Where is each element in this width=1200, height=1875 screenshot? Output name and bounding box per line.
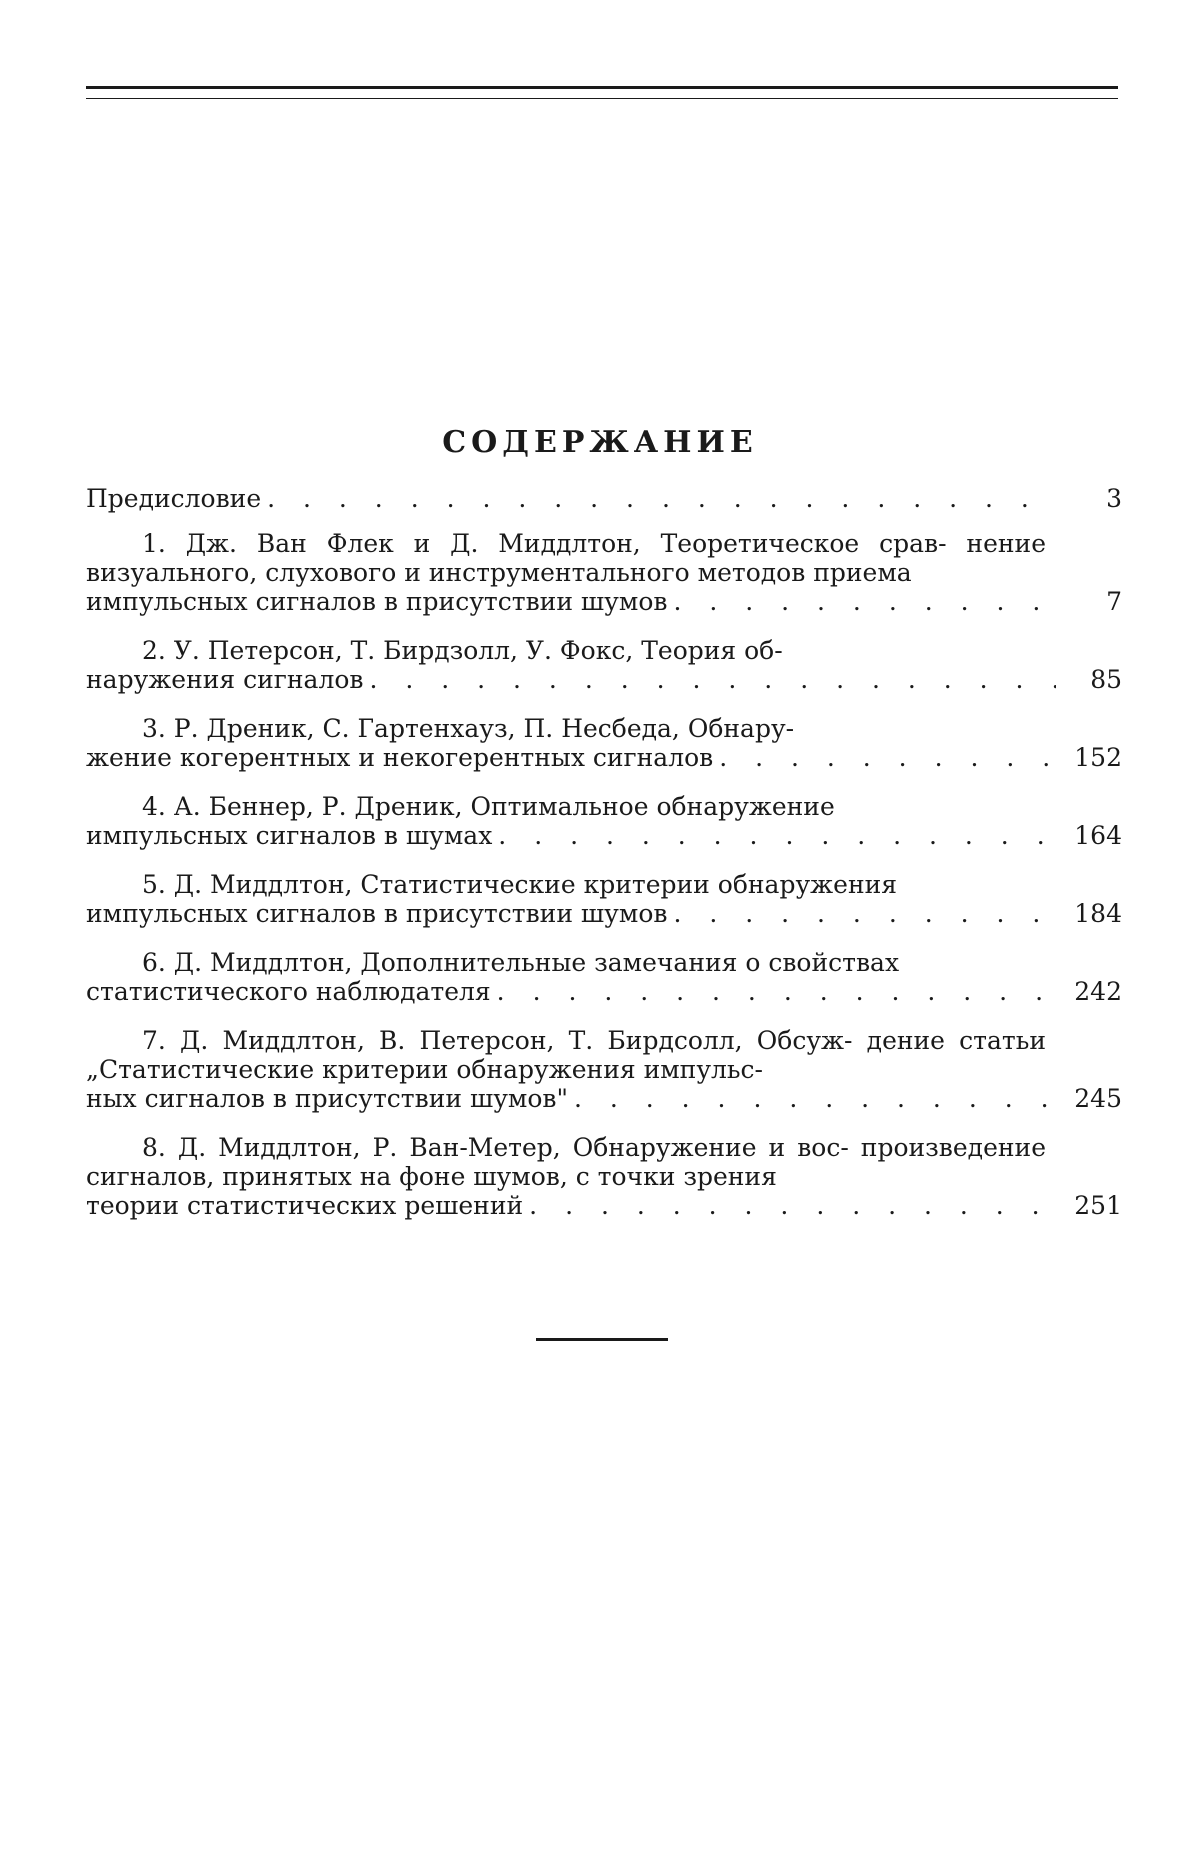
toc-entry-title: импульсных сигналов в присутствии шумов — [86, 587, 668, 616]
toc-entry-last-line — [86, 1191, 1122, 1220]
toc-page-number: 242 — [1074, 977, 1122, 1006]
toc-entry-text — [86, 1026, 1122, 1084]
toc-page-number: 7 — [1106, 587, 1122, 616]
toc-entry-line: 2. У. Петерсон, Т. Бирдзолл, У. Фокс, Теория об- — [142, 636, 783, 665]
toc-entry-text — [86, 948, 1122, 977]
toc-entry-title: Предисловие — [86, 484, 262, 513]
toc-entry-last-line — [86, 484, 1122, 513]
toc-entry — [86, 870, 1122, 928]
toc-entry-title: наружения сигналов — [86, 665, 364, 694]
dot-leader — [369, 665, 1056, 694]
toc-entry-title: жение когерентных и некогерентных сигналов — [86, 743, 714, 772]
toc-entry-last-line — [86, 743, 1122, 772]
top-rule-thick — [86, 86, 1118, 89]
toc-entry-title: импульсных сигналов в присутствии шумов — [86, 899, 668, 928]
toc-entry-line: нение визуального, слухового и инструментального методов приема — [86, 529, 1046, 587]
toc-entry — [86, 636, 1122, 694]
toc-entry-line: 7. Д. Миддлтон, В. Петерсон, Т. Бирдсолл, Обсуж- — [142, 1026, 853, 1055]
toc-entry-last-line — [86, 821, 1122, 850]
toc-entry-text — [86, 714, 1122, 743]
toc-entry-line: произведение сигналов, принятых на фоне шумов, с точки зрения — [86, 1133, 1046, 1191]
toc-entry-text — [86, 870, 1122, 899]
toc-entry — [86, 529, 1122, 616]
toc-entry-last-line — [86, 665, 1122, 694]
toc-entry-title: импульсных сигналов в шумах — [86, 821, 493, 850]
toc-entry-last-line — [86, 1084, 1122, 1113]
toc-entry-title: статистического наблюдателя — [86, 977, 491, 1006]
dot-leader — [267, 484, 1056, 513]
toc-entry — [86, 1026, 1122, 1113]
dot-leader — [529, 1191, 1056, 1220]
toc-entry-last-line — [86, 899, 1122, 928]
toc-page-number: 3 — [1106, 484, 1122, 513]
toc-entry — [86, 484, 1122, 513]
dot-leader — [574, 1084, 1056, 1113]
toc-entry-text — [86, 529, 1122, 587]
table-of-contents — [86, 484, 1122, 1240]
toc-entry-line: дение статьи „Статистические критерии обнаружения импульс- — [86, 1026, 1046, 1084]
toc-entry-last-line — [86, 977, 1122, 1006]
toc-page-number: 245 — [1074, 1084, 1122, 1113]
dot-leader — [673, 587, 1056, 616]
dot-leader — [719, 743, 1056, 772]
toc-page-number: 164 — [1074, 821, 1122, 850]
toc-entry-title: ных сигналов в присутствии шумов" — [86, 1084, 568, 1113]
toc-page-number: 184 — [1074, 899, 1122, 928]
toc-entry-line: 6. Д. Миддлтон, Дополнительные замечания о свойствах — [142, 948, 900, 977]
dot-leader — [673, 899, 1056, 928]
toc-entry-title: теории статистических решений — [86, 1191, 524, 1220]
toc-page-number: 85 — [1090, 665, 1122, 694]
toc-entry-line: 3. Р. Дреник, С. Гартенхауз, П. Несбеда, Обнару- — [142, 714, 795, 743]
toc-entry — [86, 948, 1122, 1006]
toc-entry-line: 4. А. Беннер, Р. Дреник, Оптимальное обнаружение — [142, 792, 835, 821]
bottom-rule — [536, 1338, 668, 1341]
dot-leader — [497, 977, 1056, 1006]
toc-entry — [86, 714, 1122, 772]
toc-page-number: 152 — [1074, 743, 1122, 772]
top-rules — [86, 86, 1118, 99]
toc-entry — [86, 1133, 1122, 1220]
top-rule-thin — [86, 98, 1118, 99]
page-title: СОДЕРЖАНИЕ — [442, 425, 758, 460]
toc-entry-last-line — [86, 587, 1122, 616]
toc-entry-text — [86, 1133, 1122, 1191]
toc-entry — [86, 792, 1122, 850]
toc-entry-line: 5. Д. Миддлтон, Статистические критерии обнаружения — [142, 870, 898, 899]
toc-entry-text — [86, 636, 1122, 665]
toc-entry-line: 1. Дж. Ван Флек и Д. Миддлтон, Теоретическое срав- — [142, 529, 947, 558]
toc-entry-line: 8. Д. Миддлтон, Р. Ван-Метер, Обнаружение и вос- — [142, 1133, 849, 1162]
toc-page-number: 251 — [1074, 1191, 1122, 1220]
toc-entry-text — [86, 792, 1122, 821]
dot-leader — [498, 821, 1056, 850]
